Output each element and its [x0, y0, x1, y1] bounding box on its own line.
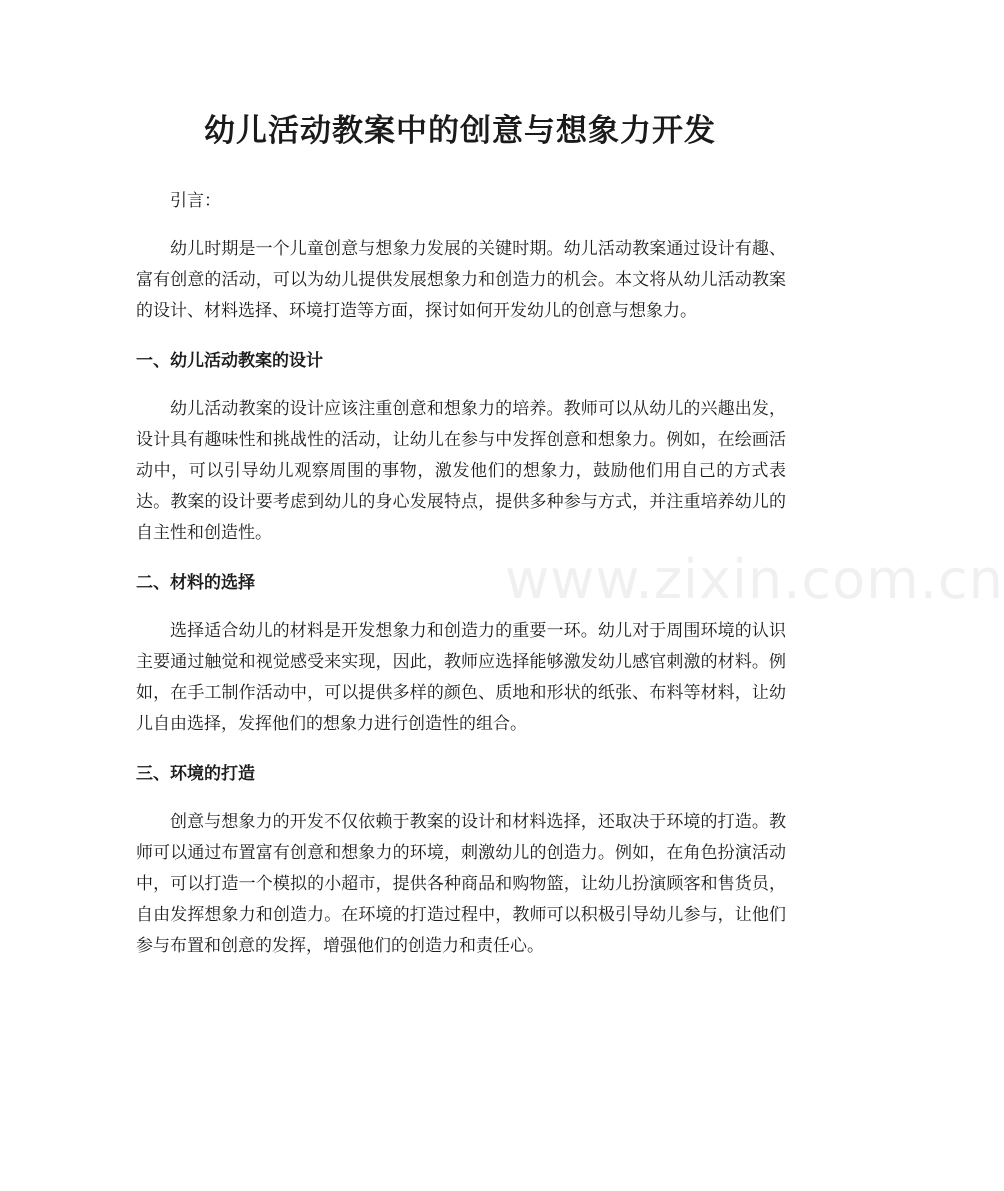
- section-heading-materials: 二、材料的选择: [136, 573, 255, 593]
- section-heading-design: 一、幼儿活动教案的设计: [136, 351, 323, 371]
- document-body: [136, 186, 786, 962]
- section-heading-environment: 三、环境的打造: [136, 764, 255, 784]
- intro-label: 引言：: [170, 191, 221, 211]
- section-paragraph-environment: 创意与想象力的开发不仅依赖于教案的设计和材料选择，还取决于环境的打造。教师可以通过布置富有创意和想象力的环境，刺激幼儿的创造力。例如，在角色扮演活动中，可以打造一个模拟的小超市，提供各种商品和购物篮，让幼儿扮演顾客和售货员，自由发挥想象力和创造力。在环境的打造过程中，教师可以积极引导幼儿参与，让他们参与布置和创意的发挥，增强他们的创造力和责任心。: [136, 812, 786, 956]
- section-paragraph-materials: 选择适合幼儿的材料是开发想象力和创造力的重要一环。幼儿对于周围环境的认识主要通过触觉和视觉感受来实现，因此，教师应选择能够激发幼儿感官刺激的材料。例如，在手工制作活动中，可以提供多样的颜色、质地和形状的纸张、布料等材料，让幼儿自由选择，发挥他们的想象力进行创造性的组合。: [136, 621, 786, 734]
- section-paragraph-design: 幼儿活动教案的设计应该注重创意和想象力的培养。教师可以从幼儿的兴趣出发，设计具有趣味性和挑战性的活动，让幼儿在参与中发挥创意和想象力。例如，在绘画活动中，可以引导幼儿观察周围的事物，激发他们的想象力，鼓励他们用自己的方式表达。教案的设计要考虑到幼儿的身心发展特点，提供多种参与方式，并注重培养幼儿的自主性和创造性。: [136, 399, 786, 543]
- document-title: 幼儿活动教案中的创意与想象力开发: [204, 113, 716, 149]
- watermark-text: www.zixin.com.cn: [505, 548, 1004, 611]
- intro-paragraph: 幼儿时期是一个儿童创意与想象力发展的关键时期。幼儿活动教案通过设计有趣、富有创意的活动，可以为幼儿提供发展想象力和创造力的机会。本文将从幼儿活动教案的设计、材料选择、环境打造等方面，探讨如何开发幼儿的创意与想象力。: [136, 239, 786, 321]
